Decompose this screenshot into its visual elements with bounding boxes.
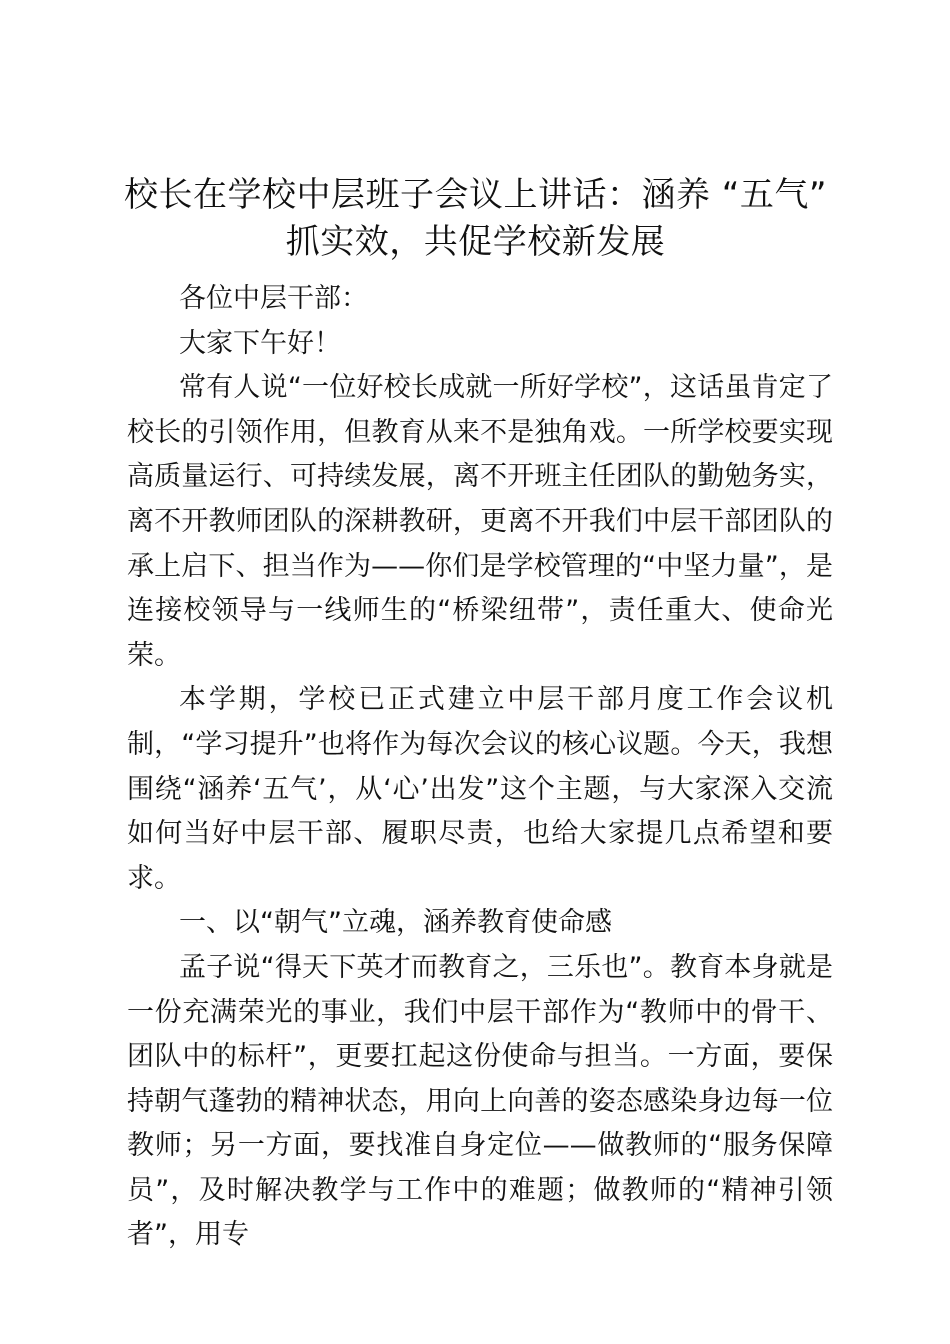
section-heading: 一、以“朝气”立魂，涵养教育使命感	[179, 907, 612, 939]
greeting: 大家下午好！	[179, 327, 341, 359]
document-body	[127, 277, 833, 1258]
document-title: 校长在学校中层班子会议上讲话：涵养 “五气” 抓实效，共促学校新发展	[123, 175, 828, 262]
body-paragraph: 本学期，学校已正式建立中层干部月度工作会议机制，“学习提升”也将作为每次会议的核心议题。今天，我想围绕“涵养‘五气’，从‘心’出发”这个主题，与大家深入交流如何当好中层干部、履职尽责，也给大家提几点希望和要求。	[127, 684, 833, 894]
body-paragraph: 常有人说“一位好校长成就一所好学校”，这话虽肯定了校长的引领作用，但教育从来不是独角戏。一所学校要实现高质量运行、可持续发展，离不开班主任团队的勤勉务实，离不开教师团队的深耕教研，更离不开我们中层干部团队的承上启下、担当作为——你们是学校管理的“中坚力量”，是连接校领导与一线师生的“桥梁纽带”，责任重大、使命光荣。	[127, 372, 833, 671]
salutation: 各位中层干部：	[179, 283, 368, 314]
body-paragraph: 孟子说“得天下英才而教育之，三乐也”。教育本身就是一份充满荣光的事业，我们中层干部作为“教师中的骨干、团队中的标杆”，更要扛起这份使命与担当。一方面，要保持朝气蓬勃的精神状态，用向上向善的姿态感染身边每一位教师；另一方面，要找准自身定位——做教师的“服务保障员”，及时解决教学与工作中的难题；做教师的“精神引领者”，用专	[127, 951, 833, 1251]
